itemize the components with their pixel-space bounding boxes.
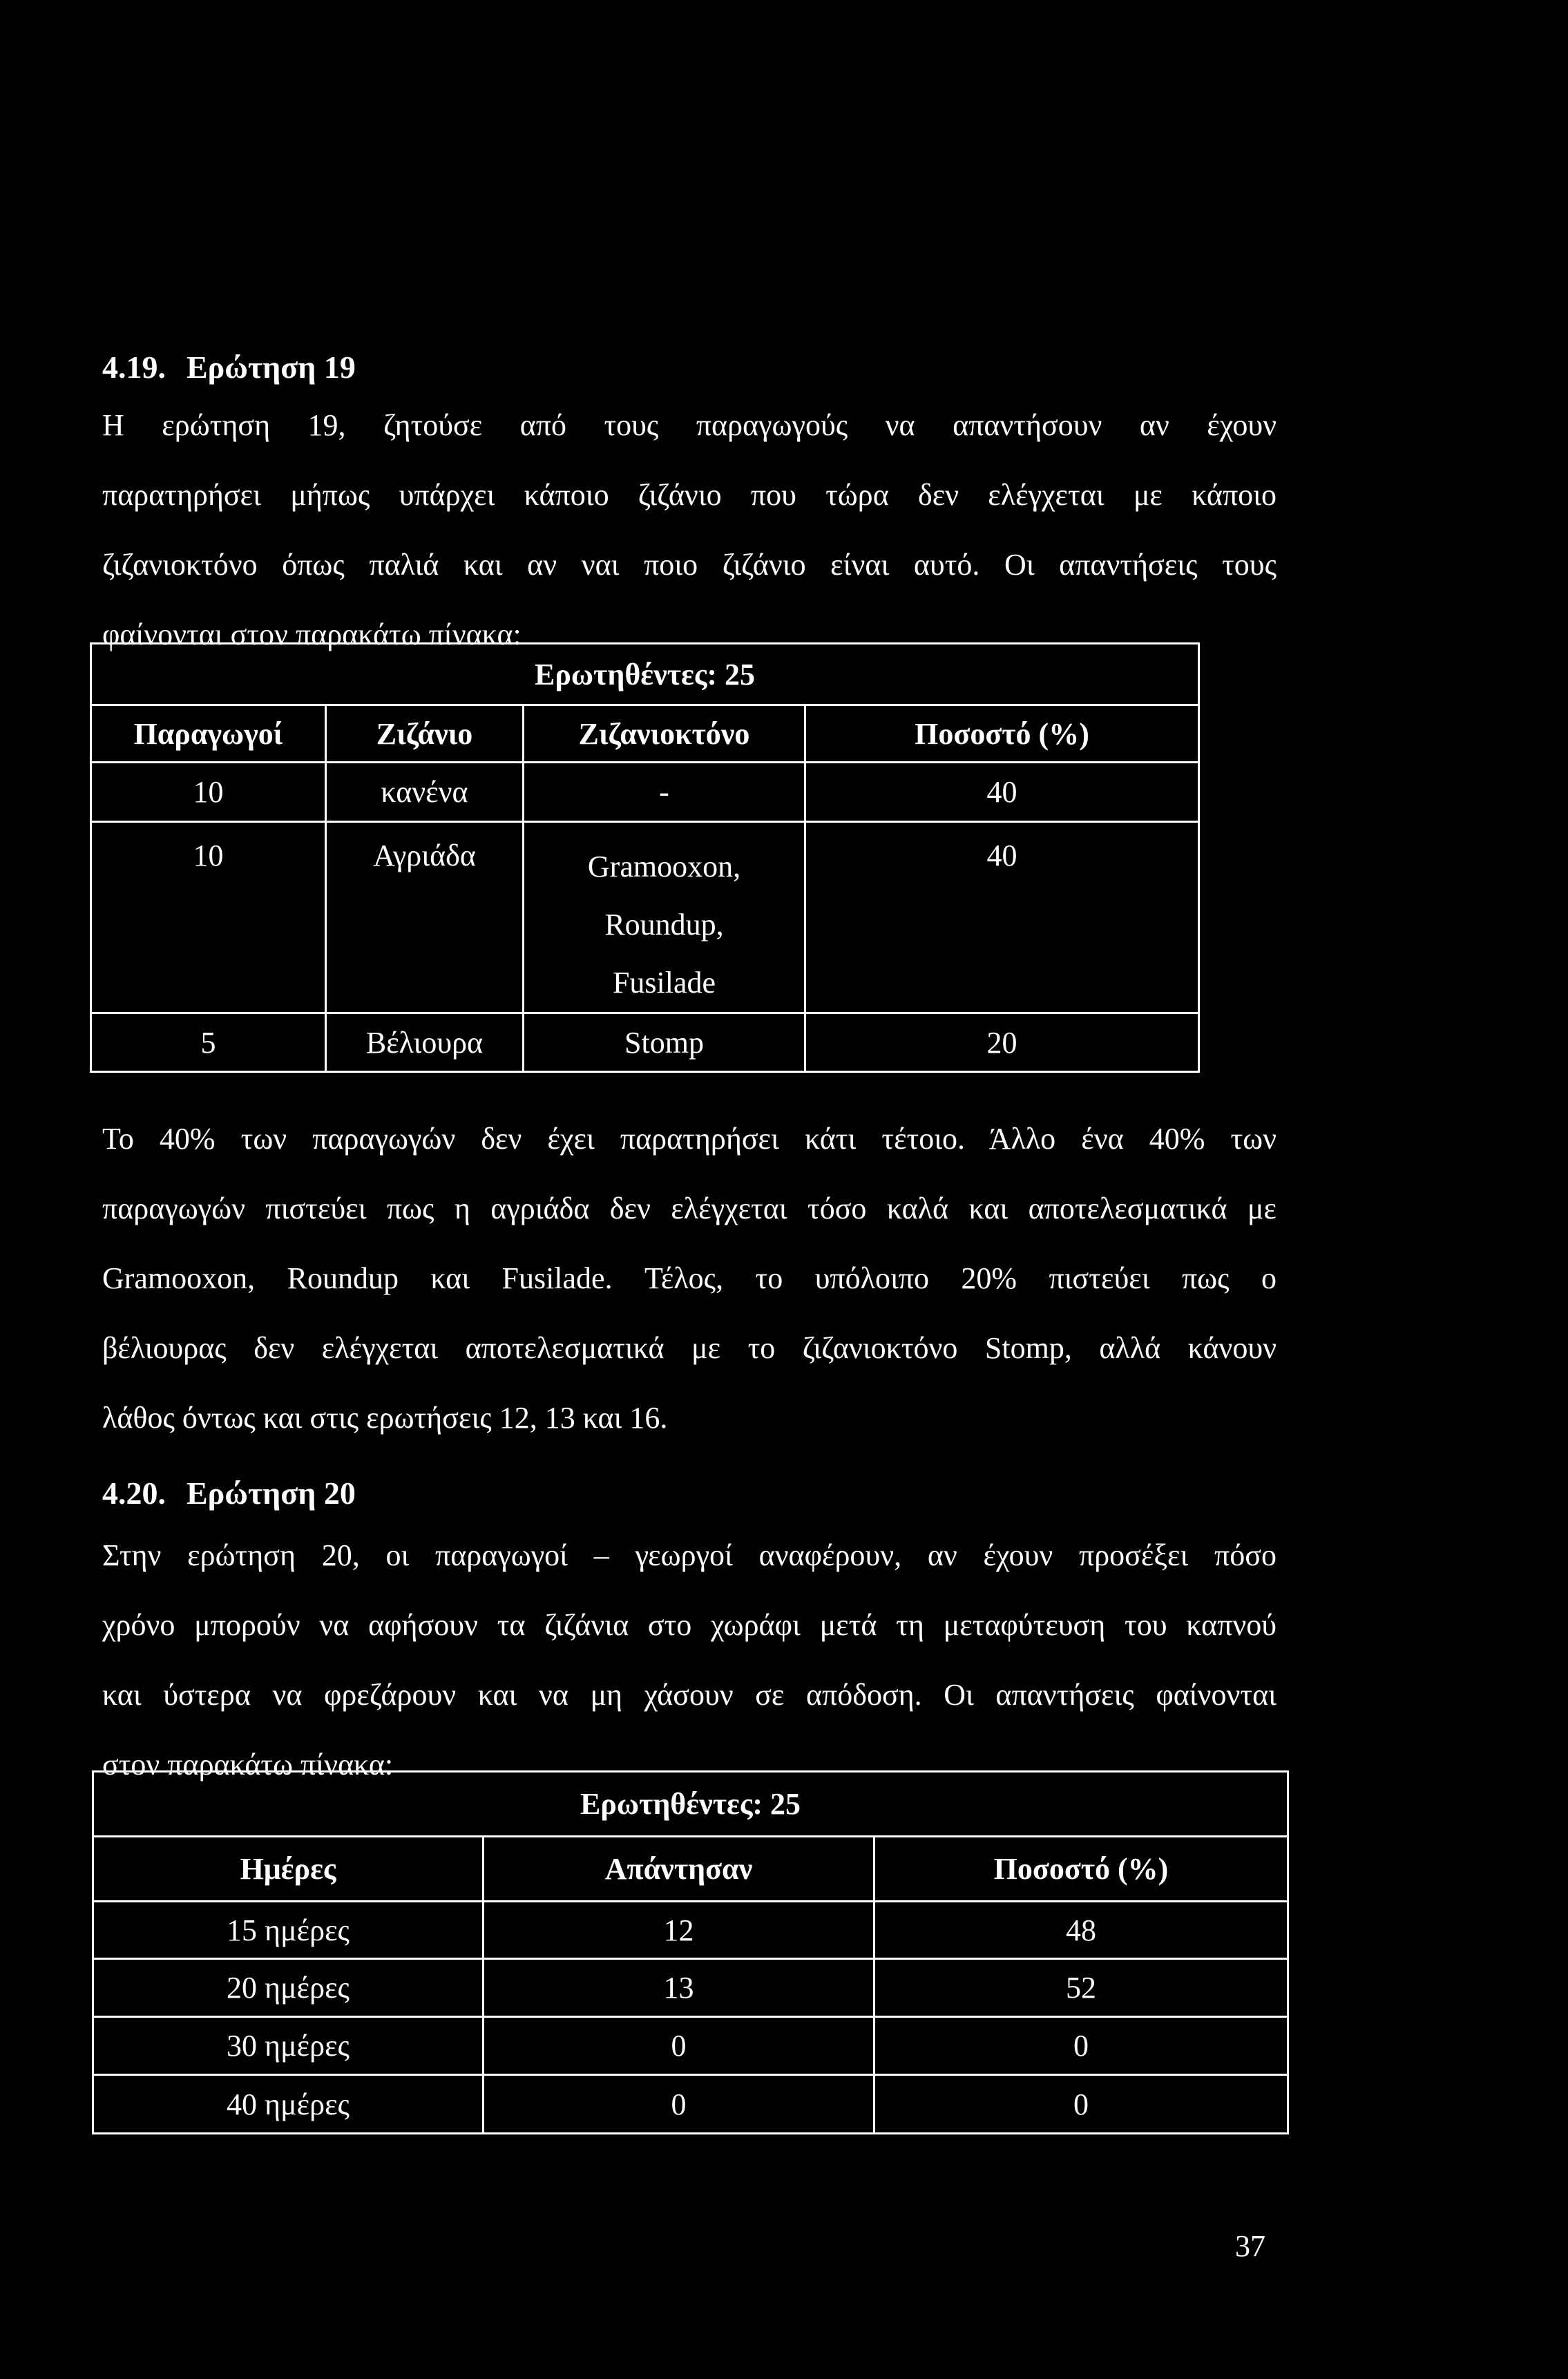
header-days: Ημέρες (93, 1837, 484, 1902)
paragraph-line: λάθος όντως και στις ερωτήσεις 12, 13 και 16. (102, 1401, 668, 1435)
section-4-19-heading (102, 348, 356, 387)
cell-answered: 12 (484, 1902, 874, 1959)
table-row (93, 2075, 1288, 2134)
table-row (93, 2017, 1288, 2075)
table-header-row (91, 705, 1199, 763)
weeding-days-table (92, 1770, 1289, 2134)
header-percent: Ποσοστό (%) (874, 1837, 1288, 1902)
cell-herbicide (524, 822, 805, 1013)
paragraph-line: Στην ερώτηση 20, οι παραγωγοί – γεωργοί αναφέρουν, αν έχουν προσέξει πόσο (102, 1538, 1277, 1572)
cell-producers: 10 (91, 822, 326, 1013)
header-herbicide: Ζιζανιοκτόνο (524, 705, 805, 763)
cell-producers: 10 (91, 763, 326, 822)
section-number: 4.20. (102, 1475, 166, 1511)
herbicide-line: Gramooxon, (587, 850, 741, 883)
table-caption: Ερωτηθέντες: 25 (93, 1772, 1288, 1837)
herbicide-line: Roundup, (604, 908, 724, 942)
table-row (93, 1959, 1288, 2017)
cell-percent: 48 (874, 1902, 1288, 1959)
cell-days: 30 ημέρες (93, 2017, 484, 2075)
weed-herbicide-table (90, 642, 1200, 1073)
header-producers: Παραγωγοί (91, 705, 326, 763)
section-4-19-paragraph (102, 390, 1277, 669)
paragraph-line: παρατηρήσει μήπως υπάρχει κάποιο ζιζάνιο που τώρα δεν ελέγχεται με κάποιο (102, 478, 1277, 512)
header-weed: Ζιζάνιο (326, 705, 524, 763)
cell-percent: 0 (874, 2075, 1288, 2134)
paragraph-line: ζιζανιοκτόνο όπως παλιά και αν ναι ποιο ζιζάνιο είναι αυτό. Οι απαντήσεις τους (102, 548, 1277, 582)
table-header-row (93, 1837, 1288, 1902)
cell-producers: 5 (91, 1013, 326, 1072)
paragraph-line: και ύστερα να φρεζάρουν και να μη χάσουν σε απόδοση. Οι απαντήσεις φαίνονται (102, 1678, 1277, 1712)
header-percent: Ποσοστό (%) (805, 705, 1199, 763)
cell-percent: 20 (805, 1013, 1199, 1072)
cell-answered: 13 (484, 1959, 874, 2017)
cell-weed: κανένα (326, 763, 524, 822)
paragraph-line: χρόνο μπορούν να αφήσουν τα ζιζάνια στο χωράφι μετά τη μεταφύτευση του καπνού (102, 1608, 1277, 1642)
cell-days: 20 ημέρες (93, 1959, 484, 2017)
paragraph-line: στον παρακάτω πίνακα: (102, 1748, 394, 1781)
paragraph-line: φαίνονται στον παρακάτω πίνακα: (102, 618, 522, 651)
table-row (91, 822, 1199, 1013)
cell-answered: 0 (484, 2017, 874, 2075)
cell-percent: 52 (874, 1959, 1288, 2017)
paragraph-line: Gramooxon, Roundup και Fusilade. Τέλος, το υπόλοιπο 20% πιστεύει πως ο (102, 1261, 1277, 1295)
table-caption: Ερωτηθέντες: 25 (91, 644, 1199, 705)
paragraph-line: Το 40% των παραγωγών δεν έχει παρατηρήσει κάτι τέτοιο. Άλλο ένα 40% των (102, 1122, 1277, 1156)
section-title: Ερώτηση 19 (187, 350, 356, 385)
cell-herbicide: Stomp (524, 1013, 805, 1072)
paragraph-line: παραγωγών πιστεύει πως η αγριάδα δεν ελέγχεται τόσο καλά και αποτελεσματικά με (102, 1192, 1277, 1225)
table-row (93, 1902, 1288, 1959)
section-title: Ερώτηση 20 (187, 1475, 356, 1511)
page-number: 37 (1235, 2229, 1265, 2263)
cell-answered: 0 (484, 2075, 874, 2134)
section-4-20-heading (102, 1474, 356, 1513)
paragraph-line: βέλιουρας δεν ελέγχεται αποτελεσματικά με το ζιζανιοκτόνο Stomp, αλλά κάνουν (102, 1331, 1277, 1365)
cell-percent: 40 (805, 763, 1199, 822)
table-row (91, 763, 1199, 822)
herbicide-line: Fusilade (612, 966, 716, 1000)
section-4-20-paragraph (102, 1520, 1277, 1799)
section-4-19-results-paragraph (102, 1104, 1277, 1453)
header-answered: Απάντησαν (484, 1837, 874, 1902)
cell-percent: 0 (874, 2017, 1288, 2075)
cell-weed: Αγριάδα (326, 822, 524, 1013)
table-row (91, 1013, 1199, 1072)
cell-days: 40 ημέρες (93, 2075, 484, 2134)
cell-weed: Βέλιουρα (326, 1013, 524, 1072)
cell-days: 15 ημέρες (93, 1902, 484, 1959)
cell-herbicide: - (524, 763, 805, 822)
paragraph-line: Η ερώτηση 19, ζητούσε από τους παραγωγούς να απαντήσουν αν έχουν (102, 408, 1277, 442)
section-number: 4.19. (102, 350, 166, 385)
cell-percent: 40 (805, 822, 1199, 1013)
